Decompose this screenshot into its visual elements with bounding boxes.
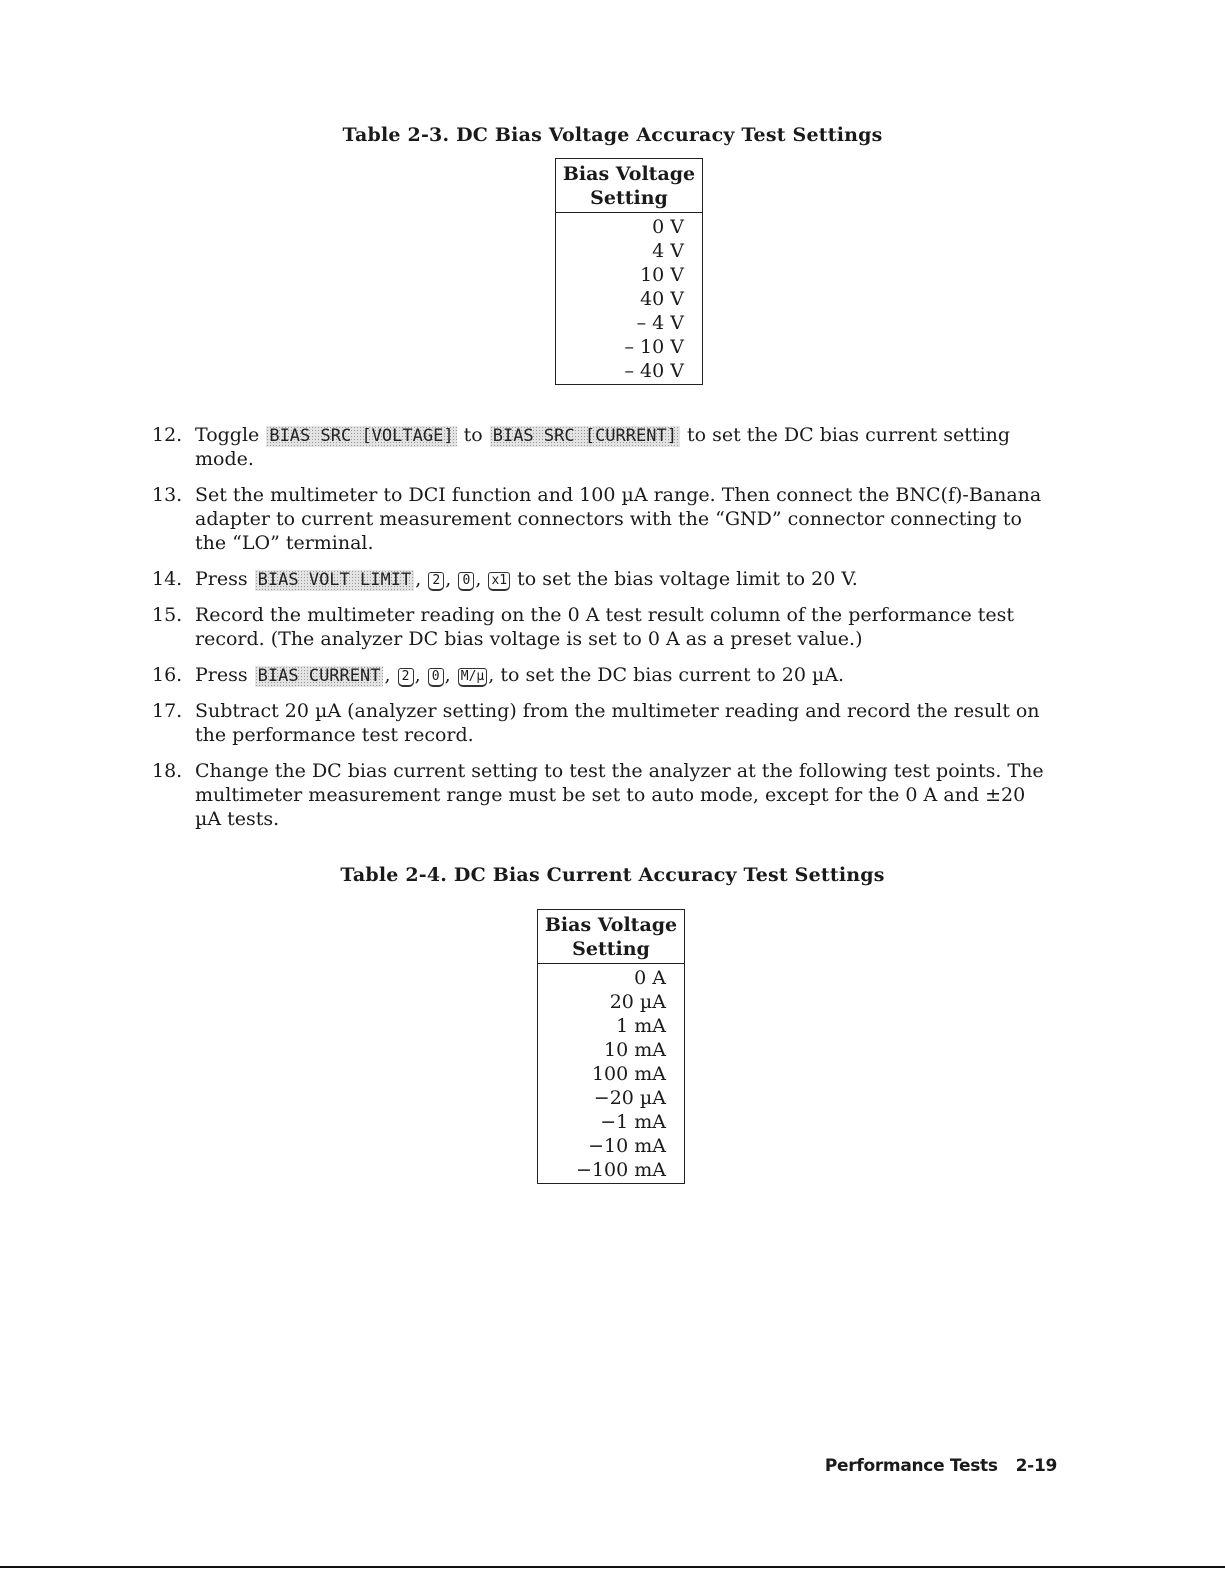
key-2[interactable]: 2 xyxy=(428,572,444,591)
table-2-4-header-line2: Setting xyxy=(572,938,650,960)
table-2-4-header-line1: Bias Voltage xyxy=(544,914,678,936)
table-2-3-header xyxy=(556,159,702,213)
table-2-3-header-line1: Bias Voltage xyxy=(562,163,696,185)
table-2-4-row: −100 mA xyxy=(576,1159,666,1181)
step-18 xyxy=(152,759,1052,831)
step-number: 12. xyxy=(152,424,183,446)
table-2-4-caption: Table 2-4. DC Bias Current Accuracy Test Settings xyxy=(340,864,885,886)
table-2-4-row: 100 mA xyxy=(591,1063,666,1085)
table-2-3-caption: Table 2-3. DC Bias Voltage Accuracy Test Settings xyxy=(342,124,883,146)
step-text: , xyxy=(444,664,457,686)
step-text: , xyxy=(475,568,488,590)
page-number: 2-19 xyxy=(1015,1456,1057,1476)
step-16 xyxy=(152,663,1052,687)
table-2-3-row: 40 V xyxy=(640,288,684,310)
step-text: , to set the DC bias current to 20 µA. xyxy=(488,664,845,686)
key-0[interactable]: 0 xyxy=(428,668,444,687)
bias-volt-limit-softkey[interactable]: BIAS VOLT LIMIT xyxy=(255,570,415,591)
step-number: 14. xyxy=(152,568,183,590)
step-number: 15. xyxy=(152,604,183,626)
step-text: Press xyxy=(195,664,254,686)
step-number: 17. xyxy=(152,700,183,722)
step-14 xyxy=(152,567,1052,591)
table-2-4-row: −1 mA xyxy=(600,1111,666,1133)
table-2-4-row: 0 A xyxy=(634,967,666,989)
table-2-3-row: – 40 V xyxy=(624,360,684,382)
step-text: to xyxy=(457,424,489,446)
table-2-3 xyxy=(555,158,703,385)
table-2-3-row: 0 V xyxy=(652,216,684,238)
step-17 xyxy=(152,699,1052,747)
table-2-4 xyxy=(537,909,685,1184)
table-2-3-row: – 4 V xyxy=(636,312,684,334)
table-2-4-row: 1 mA xyxy=(616,1015,666,1037)
procedure-steps xyxy=(152,423,1052,843)
step-number: 13. xyxy=(152,484,183,506)
table-2-4-row: 20 µA xyxy=(609,991,666,1013)
step-number: 16. xyxy=(152,664,183,686)
bias-src-current-softkey[interactable]: BIAS SRC [CURRENT] xyxy=(490,426,680,447)
table-2-3-row: – 10 V xyxy=(624,336,684,358)
table-2-4-row: −20 µA xyxy=(593,1087,666,1109)
table-2-3-row: 4 V xyxy=(652,240,684,262)
footer-section-title: Performance Tests xyxy=(824,1456,998,1476)
table-2-3-header-line2: Setting xyxy=(590,187,668,209)
step-text: , xyxy=(384,664,397,686)
step-text: Subtract 20 µA (analyzer setting) from the multimeter reading and record the result on the performance test record. xyxy=(195,700,1040,746)
step-12 xyxy=(152,423,1052,471)
page-bottom-rule xyxy=(0,1566,1225,1568)
step-15 xyxy=(152,603,1052,651)
step-13 xyxy=(152,483,1052,555)
step-text: to set the DC bias current setting mode. xyxy=(195,424,1011,470)
step-text: , xyxy=(445,568,458,590)
key-m-micro[interactable]: M/µ xyxy=(458,668,487,687)
key-0[interactable]: 0 xyxy=(458,572,474,591)
page-footer xyxy=(825,1456,1057,1476)
step-text: Set the multimeter to DCI function and 100 µA range. Then connect the BNC(f)-Banana adapter to current measurement connectors with the “GND” connector connecting to the “LO” terminal. xyxy=(195,484,1042,554)
step-text: Toggle xyxy=(195,424,266,446)
step-number: 18. xyxy=(152,760,183,782)
bias-src-voltage-softkey[interactable]: BIAS SRC [VOLTAGE] xyxy=(266,426,456,447)
step-text: Press xyxy=(195,568,254,590)
step-text: , xyxy=(415,568,428,590)
table-2-4-row: −10 mA xyxy=(588,1135,666,1157)
step-text: , xyxy=(414,664,427,686)
table-2-4-row: 10 mA xyxy=(604,1039,666,1061)
step-text: to set the bias voltage limit to 20 V. xyxy=(511,568,858,590)
key-2[interactable]: 2 xyxy=(398,668,414,687)
table-2-4-header xyxy=(538,910,684,964)
table-2-3-row: 10 V xyxy=(640,264,684,286)
key-x1[interactable]: x1 xyxy=(488,572,510,591)
bias-current-softkey[interactable]: BIAS CURRENT xyxy=(255,666,384,687)
step-text: Change the DC bias current setting to test the analyzer at the following test points. The multimeter measurement range must be set to auto mode, except for the 0 A and ±20 µA tests. xyxy=(195,760,1044,830)
step-text: Record the multimeter reading on the 0 A test result column of the performance test record. (The analyzer DC bias voltage is set to 0 A as a preset value.) xyxy=(195,604,1015,650)
